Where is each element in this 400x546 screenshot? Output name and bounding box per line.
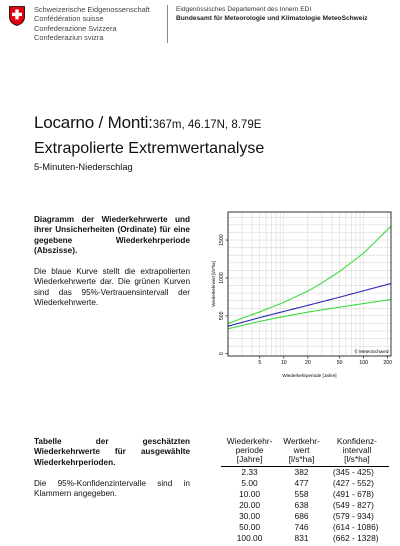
chart-grid [228,212,391,356]
header-line: periode [235,445,264,456]
table-description-bold: Tabelle der geschätzten Wiederkehrwerte für ausgewählte Wiederkehrperioden. [34,437,190,467]
table-description-text: Die 95%-Konfidenzintervalle sind in Klammern angegeben. [34,479,190,499]
header-line: wert [293,445,310,456]
table-row [221,533,389,544]
cell-period: 100.00 [236,533,263,544]
station-coords: 367m, 46.17N, 8.79E [152,119,262,131]
cell-value: 638 [294,499,309,510]
table-row [221,522,389,533]
x-tick-label: 200 [383,360,393,366]
y-axis-label: Wiederkehrwert [l/s*ha] [211,261,216,307]
confederation-rm: Confederaziun svizra [34,32,104,42]
x-tick-label: 100 [359,360,368,366]
cell-period: 30.00 [239,510,261,521]
station-name: Locarno / Monti: [34,113,153,132]
header-return-period [221,437,278,466]
chart-series [228,226,391,329]
confederation-fr: Confédération suisse [34,14,104,24]
header-line: intervall [342,445,372,456]
page-title: Extrapolierte Extremwertanalyse [34,140,265,157]
swiss-coat-of-arms-icon [9,6,25,26]
department-name: Eidgenössisches Departement des Innern EDI [176,6,312,13]
cell-value: 686 [294,510,309,521]
page-header [0,0,400,48]
table-row [221,489,389,500]
cell-period: 10.00 [239,488,261,499]
confederation-names [34,5,150,42]
table-header-row [221,437,389,466]
y-tick-label: 0 [219,352,225,356]
department-block [176,5,368,23]
cell-value: 382 [294,466,309,477]
cell-interval: (662 - 1328) [332,533,379,544]
chart-description-text: Die blaue Kurve stellt die extrapolierten Wiederkehrwerte dar. Die grünen Kurven sind das 95%-Vertrauensintervall der Wiederkehrwerte. [34,267,190,308]
cell-period: 50.00 [239,522,261,533]
x-tick-label: 20 [304,360,311,366]
station-heading [34,113,261,133]
x-tick-label: 5 [258,360,262,366]
confederation-it: Confederazione Svizzera [34,23,117,33]
header-divider [167,5,168,43]
plot-frame [228,212,391,356]
return-values-table [221,437,389,544]
cell-interval: (579 - 934) [332,510,374,521]
cell-value: 558 [294,488,309,499]
cell-interval: (549 - 827) [332,499,374,510]
y-tick-label: 1000 [219,272,225,284]
cell-interval: (491 - 678) [332,488,374,499]
office-name: Bundesamt für Meteorologie und Klimatologie MeteoSchweiz [176,15,368,23]
header-confidence-interval [325,437,389,466]
cell-interval: (614 - 1086) [332,522,379,533]
header-line: Wertkehr- [283,436,320,446]
header-line: Wiederkehr- [226,436,273,446]
x-tick-label: 10 [280,360,287,366]
table-row [221,500,389,511]
cell-period: 20.00 [239,499,261,510]
header-line: Konfidenz- [336,436,377,446]
cell-value: 746 [294,522,309,533]
cell-value: 831 [294,533,309,544]
page-subtitle: 5-Minuten-Niederschlag [34,162,133,172]
x-tick-label: 50 [336,360,343,366]
header-line: [l/s*ha] [344,454,370,465]
header-line: [l/s*ha] [288,454,315,465]
chart-watermark: © MeteoSchweiz [354,349,389,354]
y-tick-label: 1500 [219,234,225,246]
cell-value: 477 [294,477,309,488]
cell-interval: (345 - 425) [332,466,374,477]
header-line: [Jahre] [236,454,263,465]
header-return-value [278,437,325,466]
table-row [221,466,389,478]
x-axis-label: Wiederkehrperiode [Jahre] [282,373,337,378]
upper-bound-curve [228,226,391,323]
return-period-chart [205,204,395,389]
table-row [221,478,389,489]
cell-period: 2.33 [241,466,258,477]
y-tick-label: 500 [219,311,225,321]
cell-interval: (427 - 552) [332,477,374,488]
table-row [221,511,389,522]
confederation-de: Schweizerische Eidgenossenschaft [34,5,150,14]
chart-description-bold: Diagramm der Wiederkehrwerte und ihrer Unsicherheiten (Ordinate) für eine gegebene Wiederkehrperiode (Abszisse). [34,215,190,256]
cell-period: 5.00 [241,477,258,488]
